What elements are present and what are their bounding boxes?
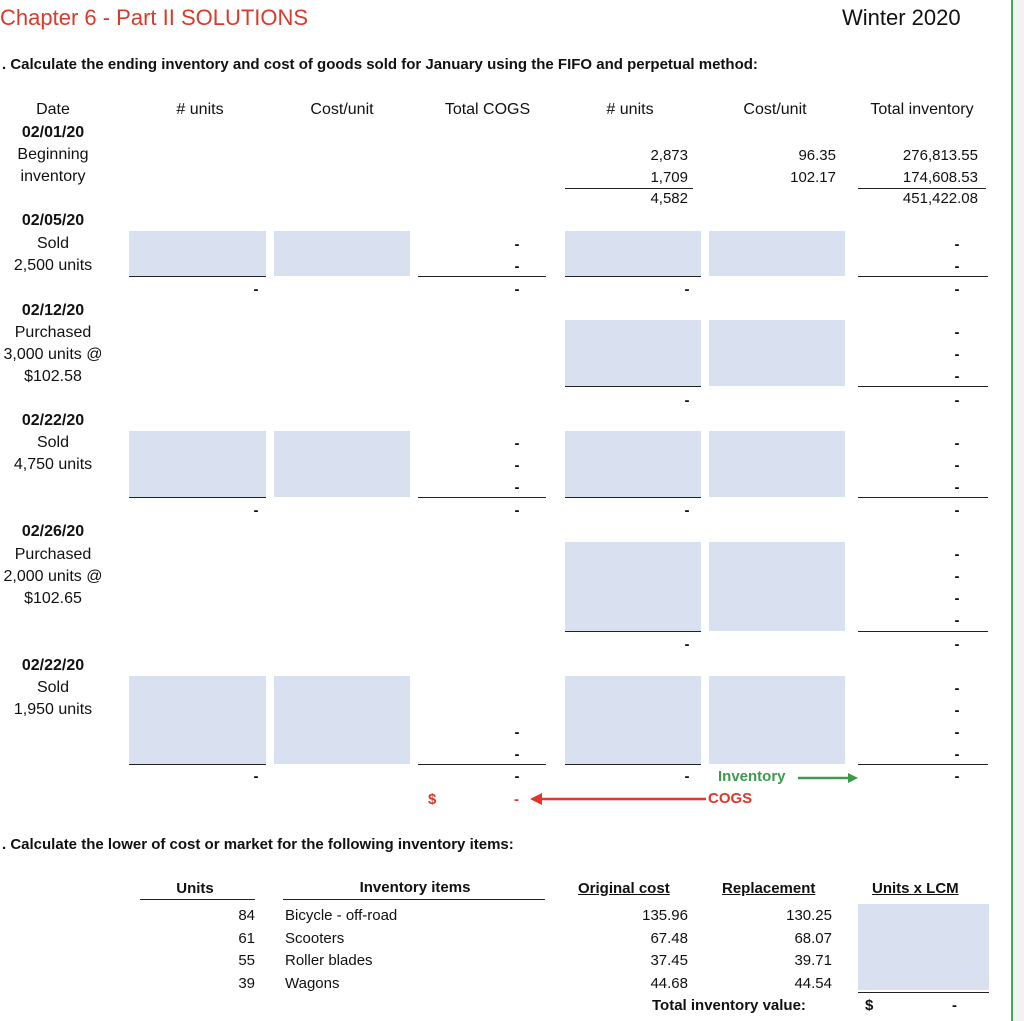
value-dash: -: [684, 281, 690, 298]
lcm-row-replacement: 68.07: [794, 930, 832, 947]
date-desc: Purchased: [14, 324, 92, 341]
begin-cost: 102.17: [790, 169, 836, 186]
lcm-row-original: 37.45: [650, 952, 688, 969]
lcm-row-original: 44.68: [650, 975, 688, 992]
lcm-col-items: Inventory items: [359, 879, 471, 896]
input-cell[interactable]: [565, 320, 701, 386]
cogs-value: -: [514, 791, 519, 808]
date-desc: 1,950 units: [13, 701, 93, 718]
input-cell[interactable]: [129, 676, 266, 764]
value-dash: -: [514, 724, 520, 741]
value-dash: -: [954, 236, 960, 253]
value-dash: -: [954, 568, 960, 585]
inventory-arrow-icon: [798, 771, 860, 785]
value-dash: -: [253, 502, 259, 519]
value-dash: -: [684, 502, 690, 519]
page-title: Chapter 6 - Part II SOLUTIONS: [0, 5, 309, 30]
lcm-col-units: Units: [176, 880, 214, 897]
col-inv-units: # units: [606, 101, 654, 118]
input-cell[interactable]: [129, 231, 266, 276]
lcm-row-original: 135.96: [642, 907, 688, 924]
value-dash: -: [253, 281, 259, 298]
col-total-cogs: Total COGS: [444, 101, 531, 118]
input-cell[interactable]: [565, 231, 701, 276]
value-dash: -: [514, 435, 520, 452]
value-dash: -: [954, 680, 960, 697]
input-cell[interactable]: [565, 431, 701, 497]
date-desc: Beginning: [17, 146, 89, 163]
cogs-dollar: $: [428, 791, 437, 808]
value-dash: -: [684, 636, 690, 653]
value-dash: -: [954, 546, 960, 563]
input-cell[interactable]: [274, 431, 410, 497]
begin-total: 276,813.55: [902, 147, 978, 164]
input-cell[interactable]: [565, 542, 701, 631]
lcm-row-units: 39: [238, 975, 255, 992]
value-dash: -: [253, 768, 259, 785]
lcm-row-item: Scooters: [285, 930, 345, 947]
input-cell[interactable]: [709, 431, 845, 497]
value-dash: -: [954, 457, 960, 474]
lcm-input-cell[interactable]: [858, 904, 989, 990]
lcm-row-units: 61: [238, 930, 255, 947]
date-desc: Purchased: [14, 546, 92, 563]
value-dash: -: [514, 479, 520, 496]
lcm-row-units: 55: [238, 952, 255, 969]
date-desc: 2,000 units @: [3, 568, 103, 585]
value-dash: -: [954, 281, 960, 298]
input-cell[interactable]: [709, 231, 845, 276]
value-dash: -: [954, 479, 960, 496]
value-dash: -: [954, 346, 960, 363]
lcm-col-replacement: Replacement: [722, 880, 816, 897]
total-inventory-value: -: [952, 997, 957, 1014]
input-cell[interactable]: [129, 431, 266, 497]
date-label: 02/22/20: [21, 657, 85, 674]
cogs-arrow-icon: [530, 792, 706, 806]
col-inv-cost: Cost/unit: [743, 101, 807, 118]
lcm-col-units-x-lcm: Units x LCM: [872, 880, 959, 897]
inventory-label: Inventory: [718, 768, 786, 785]
window-right-border: [1011, 0, 1024, 1021]
value-dash: -: [514, 457, 520, 474]
value-dash: -: [954, 724, 960, 741]
lcm-row-original: 67.48: [650, 930, 688, 947]
date-label: 02/01/20: [21, 124, 85, 141]
date-desc: Sold: [36, 235, 70, 252]
value-dash: -: [954, 324, 960, 341]
date-desc: $102.65: [24, 590, 82, 607]
value-dash: -: [684, 768, 690, 785]
input-cell[interactable]: [709, 320, 845, 386]
value-dash: -: [954, 590, 960, 607]
date-label: 02/26/20: [21, 523, 85, 540]
value-dash: -: [954, 258, 960, 275]
value-dash: -: [954, 636, 960, 653]
question-1-prompt: . Calculate the ending inventory and cost of goods sold for January using the FIFO and perpetual method:: [2, 56, 758, 73]
question-2-prompt: . Calculate the lower of cost or market for the following inventory items:: [2, 836, 514, 853]
value-dash: -: [954, 768, 960, 785]
total-inventory-label: Total inventory value:: [652, 997, 806, 1014]
col-cogs-units: # units: [176, 101, 224, 118]
input-cell[interactable]: [709, 542, 845, 631]
value-dash: -: [514, 258, 520, 275]
input-cell[interactable]: [274, 231, 410, 276]
total-inventory-dollar: $: [865, 997, 874, 1014]
col-cogs-cost: Cost/unit: [310, 101, 374, 118]
lcm-row-replacement: 39.71: [794, 952, 832, 969]
input-cell[interactable]: [565, 676, 701, 764]
date-desc: 4,750 units: [13, 456, 93, 473]
date-desc: $102.58: [24, 368, 82, 385]
term-label: Winter 2020: [842, 5, 961, 30]
value-dash: -: [514, 236, 520, 253]
date-desc: 3,000 units @: [3, 346, 103, 363]
value-dash: -: [954, 392, 960, 409]
value-dash: -: [684, 392, 690, 409]
date-desc: Sold: [36, 434, 70, 451]
value-dash: -: [514, 768, 520, 785]
begin-units: 2,873: [650, 147, 688, 164]
date-label: 02/12/20: [21, 302, 85, 319]
col-date: Date: [36, 101, 70, 118]
value-dash: -: [514, 502, 520, 519]
lcm-col-original: Original cost: [578, 880, 670, 897]
cogs-label: COGS: [708, 790, 753, 807]
value-dash: -: [954, 612, 960, 629]
begin-units: 1,709: [650, 169, 688, 186]
lcm-row-item: Roller blades: [285, 952, 373, 969]
date-label: 02/05/20: [21, 212, 85, 229]
lcm-row-replacement: 130.25: [786, 907, 832, 924]
value-dash: -: [954, 502, 960, 519]
value-dash: -: [514, 281, 520, 298]
lcm-row-units: 84: [238, 907, 255, 924]
lcm-row-replacement: 44.54: [794, 975, 832, 992]
begin-units-total: 4,582: [650, 190, 688, 207]
value-dash: -: [954, 746, 960, 763]
begin-total-sum: 451,422.08: [902, 190, 978, 207]
input-cell[interactable]: [274, 676, 410, 764]
col-total-inventory: Total inventory: [870, 101, 974, 118]
value-dash: -: [514, 746, 520, 763]
date-desc: inventory: [20, 168, 86, 185]
date-desc: Sold: [36, 679, 70, 696]
lcm-row-item: Wagons: [285, 975, 340, 992]
lcm-row-item: Bicycle - off-road: [285, 907, 398, 924]
begin-total: 174,608.53: [902, 169, 978, 186]
value-dash: -: [954, 702, 960, 719]
input-cell[interactable]: [709, 676, 845, 764]
value-dash: -: [954, 435, 960, 452]
value-dash: -: [954, 368, 960, 385]
date-label: 02/22/20: [21, 412, 85, 429]
date-desc: 2,500 units: [13, 257, 93, 274]
begin-cost: 96.35: [798, 147, 836, 164]
